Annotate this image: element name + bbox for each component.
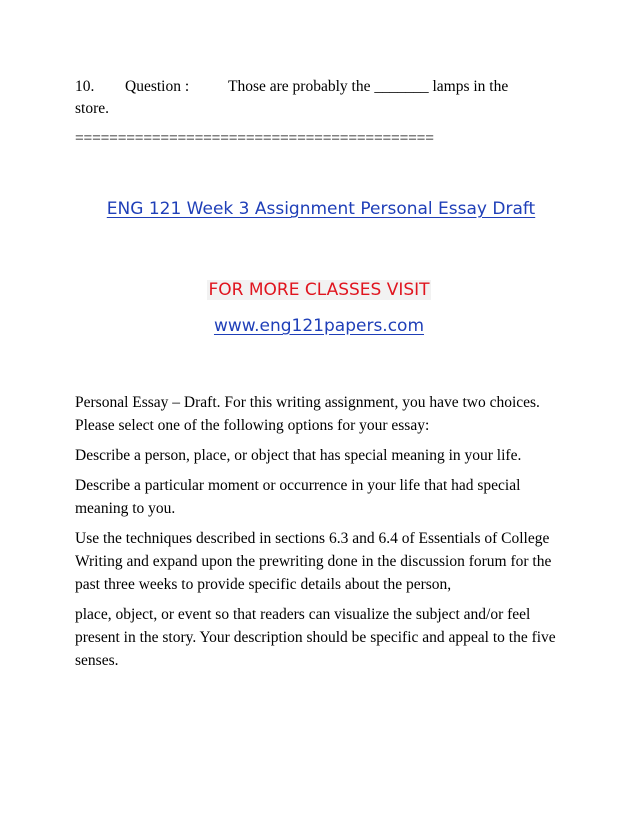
question-block (75, 76, 575, 120)
question-text: Those are probably the _______ lamps in the (228, 78, 509, 95)
paragraph-description: place, object, or event so that readers can visualize the subject and/or feel present in the story. Your description should be specific and appeal to the five senses. (75, 606, 556, 669)
essay-instructions (75, 391, 575, 679)
website-link-row[interactable] (0, 314, 638, 338)
document-title[interactable] (2, 197, 638, 221)
paragraph-option-2: Describe a particular moment or occurrence in your life that had special meaning to you. (75, 477, 521, 517)
paragraph-techniques: Use the techniques described in sections 6.3 and 6.4 of Essentials of College Writing and expand upon the prewriting done in the discussion forum for the past three weeks to provide specific details about the person, (75, 530, 552, 593)
question-continuation: store. (75, 100, 110, 117)
promo-banner (0, 278, 638, 302)
paragraph-intro: Personal Essay – Draft. For this writing assignment, you have two choices. Please select one of the following options for your essay: (75, 394, 540, 434)
website-link[interactable]: www.eng121papers.com (213, 316, 425, 336)
document-title-link[interactable]: ENG 121 Week 3 Assignment Personal Essay Draft (106, 199, 536, 219)
question-number: 10. (75, 78, 95, 95)
question-label: Question : (125, 78, 190, 95)
separator-line: ========================================== (75, 130, 434, 147)
question-row (75, 76, 575, 98)
promo-text: FOR MORE CLASSES VISIT (208, 280, 430, 300)
paragraph-option-1: Describe a person, place, or object that has special meaning in your life. (75, 447, 522, 464)
